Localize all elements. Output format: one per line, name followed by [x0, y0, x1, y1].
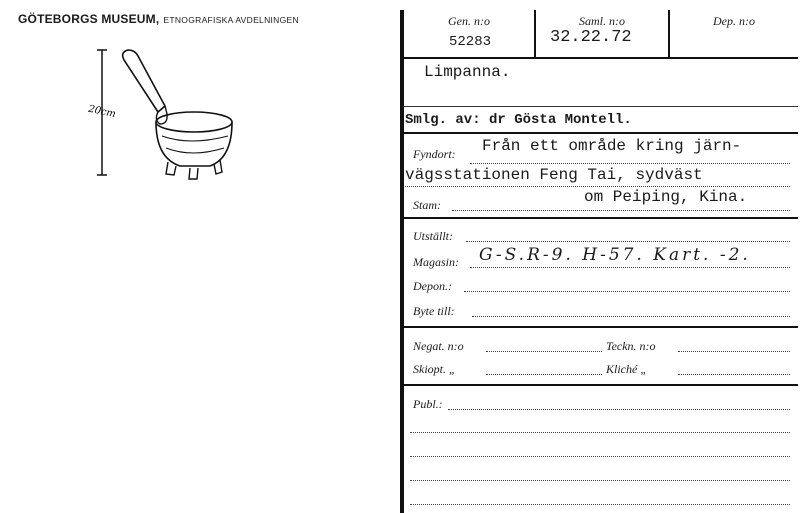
stam-dotline — [452, 210, 790, 211]
negat-label: Negat. n:o — [413, 339, 464, 353]
depon-label: Depon.: — [413, 279, 452, 293]
saml-no-value: 32.22.72 — [550, 28, 632, 47]
gen-no-label: Gen. n:o — [448, 14, 490, 28]
scale-label: 20cm — [87, 103, 117, 121]
negat-dotline — [486, 351, 602, 352]
header-row-divider — [402, 57, 798, 59]
divider-stam — [402, 217, 798, 219]
publ-dotline-1 — [448, 409, 790, 410]
fyndort-dotline — [470, 163, 790, 164]
byte-label: Byte till: — [413, 304, 455, 318]
fyndort-dotline-2 — [405, 186, 790, 187]
teckn-dotline — [678, 351, 790, 352]
publ-dotline-2 — [410, 432, 790, 433]
saml-no-label: Saml. n:o — [579, 14, 625, 28]
card-left-border — [400, 10, 404, 513]
utstallt-dotline — [466, 241, 790, 242]
publ-label: Publ.: — [413, 397, 443, 411]
fyndort-line-2: vägsstationen Feng Tai, sydväst — [405, 166, 703, 184]
byte-dotline — [472, 316, 790, 317]
utstallt-label: Utställt: — [413, 229, 454, 243]
publ-dotline-4 — [410, 480, 790, 481]
divider-object — [402, 106, 798, 107]
teckn-label: Teckn. n:o — [606, 339, 656, 353]
divider-storage — [402, 326, 798, 328]
magasin-label: Magasin: — [413, 255, 459, 269]
skiopt-dotline — [486, 374, 602, 375]
divider-collector — [402, 132, 798, 134]
museum-name: GÖTEBORGS MUSEUM, — [18, 12, 160, 26]
kliche-label: Kliché „ — [606, 362, 647, 376]
collector: Smlg. av: dr Gösta Montell. — [405, 112, 632, 128]
publ-dotline-5 — [410, 504, 790, 505]
publ-dotline-3 — [410, 456, 790, 457]
mortar-pestle-drawing — [80, 42, 250, 192]
magasin-value: G-S.R-9. H-57. Kart. -2. — [479, 245, 751, 265]
kliche-dotline — [678, 374, 790, 375]
skiopt-label: Skiopt. „ — [413, 362, 456, 376]
gen-no-value: 52283 — [449, 34, 492, 50]
fyndort-line-1: Från ett område kring järn- — [482, 137, 742, 155]
divider-negat — [402, 384, 798, 386]
dep-no-label: Dep. n:o — [713, 14, 755, 28]
fyndort-label: Fyndort: — [413, 147, 456, 161]
stam-label: Stam: — [413, 198, 441, 212]
magasin-dotline — [470, 267, 790, 268]
museum-header — [18, 10, 299, 28]
department-name: ETNOGRAFISKA AVDELNINGEN — [163, 15, 299, 25]
fyndort-line-3: om Peiping, Kina. — [584, 188, 748, 206]
depon-dotline — [464, 291, 790, 292]
object-name: Limpanna. — [424, 63, 511, 81]
